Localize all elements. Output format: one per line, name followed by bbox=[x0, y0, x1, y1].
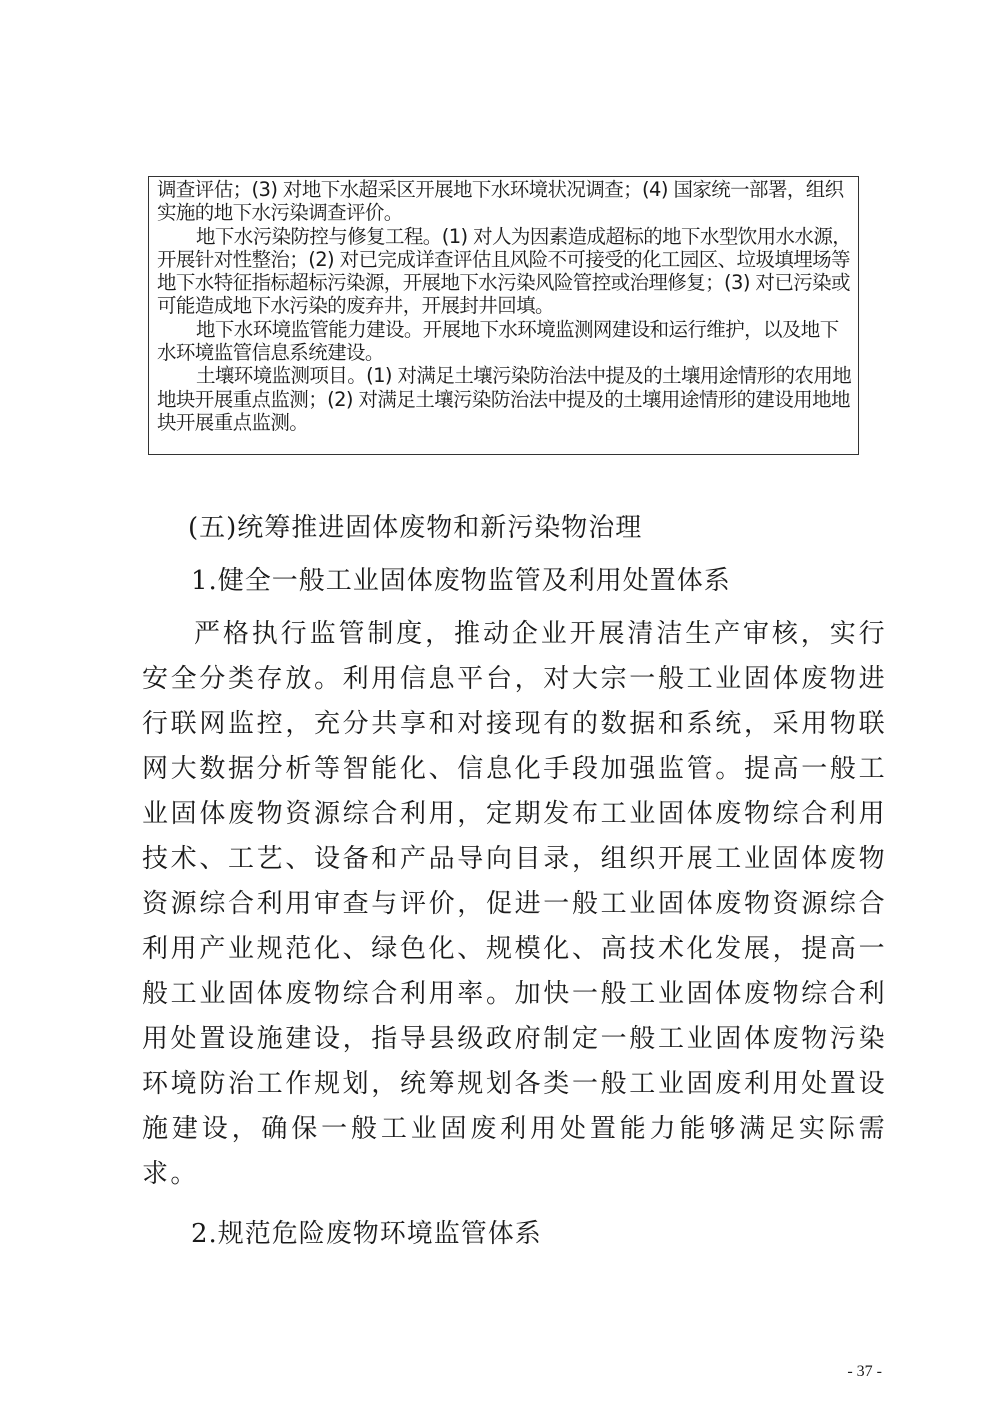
box-line-4: 土壤环境监测项目。(1) 对满足土壤污染防治法中提及的土壤用途情形的农用地地块开展重点监测；(2) 对满足土壤污染防治法中提及的土壤用途情形的建设用地地块开展重点监测。 bbox=[157, 364, 852, 434]
subheading-1: 1.健全一般工业固体废物监管及利用处置体系 bbox=[191, 566, 731, 596]
section-heading: (五)统筹推进固体废物和新污染物治理 bbox=[188, 513, 643, 543]
box-line-2: 地下水污染防控与修复工程。(1) 对人为因素造成超标的地下水型饮用水水源，开展针对性整治；(2) 对已完成详查评估且风险不可接受的化工园区、垃圾填埋场等地下水特征指标超标污染源，开展地下水污染风险管控或治理修复；(3) 对已污染或可能造成地下水污染的废弃井，开展封井回填。 bbox=[157, 224, 852, 318]
page-number: - 37 - bbox=[847, 1363, 882, 1380]
main-text bbox=[142, 506, 887, 1257]
box-line-3: 地下水环境监管能力建设。开展地下水环境监测网建设和运行维护，以及地下水环境监管信息系统建设。 bbox=[157, 317, 839, 365]
boxed-project-list bbox=[148, 176, 859, 455]
paragraph-1: 严格执行监管制度，推动企业开展清洁生产审核，实行安全分类存放。利用信息平台，对大宗一般工业固体废物进行联网监控，充分共享和对接现有的数据和系统，采用物联网大数据分析等智能化、信息化手段加强监管。提高一般工业固体废物资源综合利用，定期发布工业固体废物综合利用技术、工艺、设备和产品导向目录，组织开展工业固体废物资源综合利用审查与评价，促进一般工业固体废物资源综合利用产业规范化、绿色化、规模化、高技术化发展，提高一般工业固体废物综合利用率。加快一般工业固体废物综合利用处置设施建设，指导县级政府制定一般工业固体废物污染环境防治工作规划，统筹规划各类一般工业固废利用处置设施建设，确保一般工业固废利用处置能力能够满足实际需求。 bbox=[142, 619, 887, 1189]
box-line-1: 调查评估；(3) 对地下水超采区开展地下水环境状况调查；(4) 国家统一部署，组织实施的地下水污染调查评价。 bbox=[157, 178, 844, 225]
subheading-2: 2.规范危险废物环境监管体系 bbox=[191, 1219, 542, 1249]
